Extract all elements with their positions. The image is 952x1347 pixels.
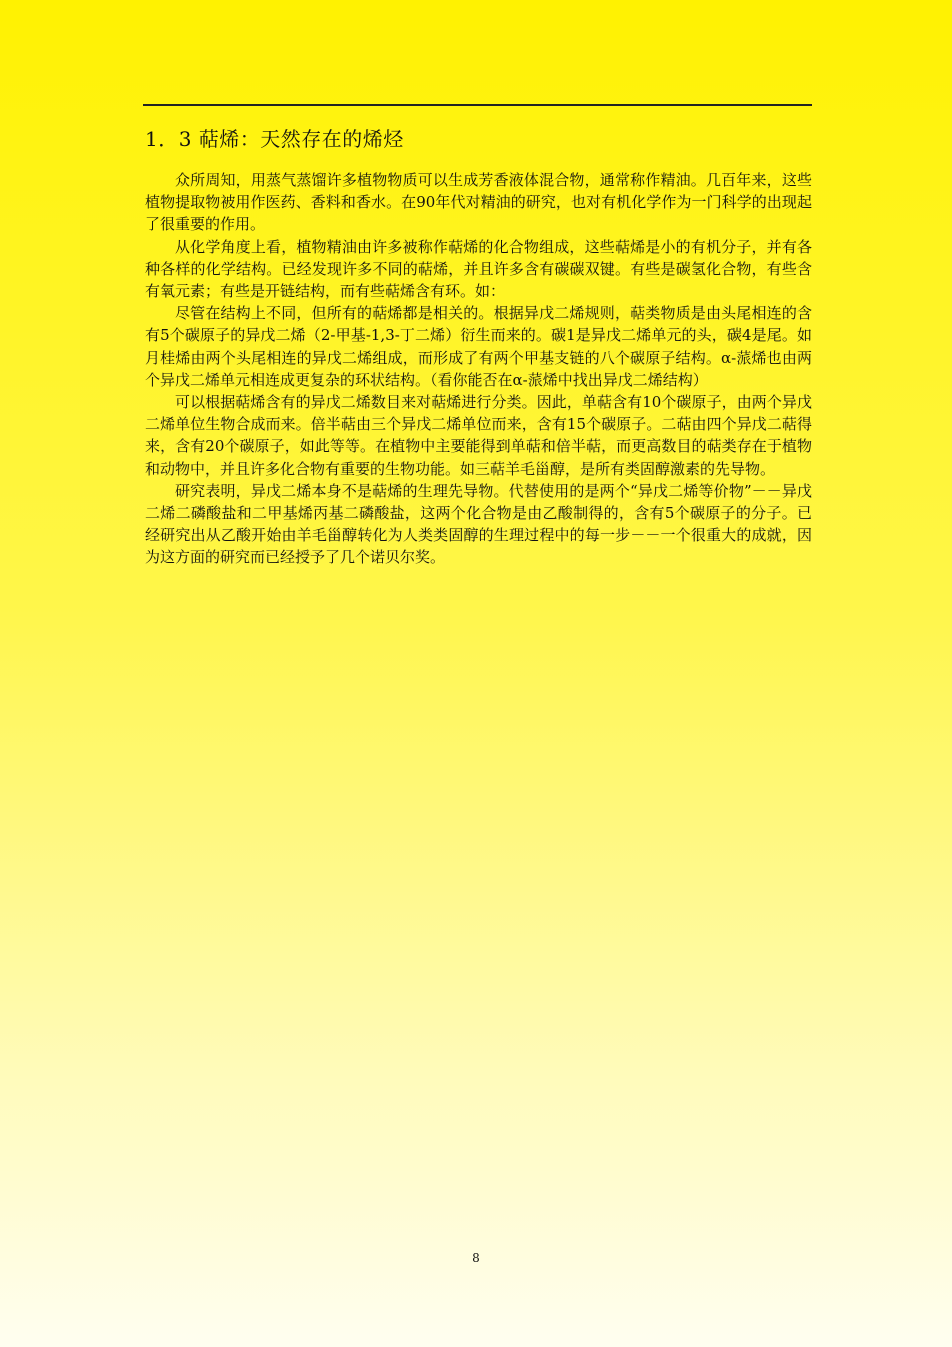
paragraph-terpene-composition: 从化学角度上看，植物精油由许多被称作萜烯的化合物组成，这些萜烯是小的有机分子，并有各种各样的化学结构。已经发现许多不同的萜烯，并且许多含有碳碳双键。有些是碳氢化合物，有些含有氧元素；有些是开链结构，而有些萜烯含有环。如： <box>145 237 812 301</box>
paragraph-essential-oils: 众所周知，用蒸气蒸馏许多植物物质可以生成芳香液体混合物，通常称作精油。几百年来，这些植物提取物被用作医药、香料和香水。在90年代对精油的研究，也对有机化学作为一门科学的出现起了很重要的作用。 <box>145 171 812 234</box>
paragraph-terpene-classification: 可以根据萜烯含有的异戊二烯数目来对萜烯进行分类。因此，单萜含有10个碳原子，由两个异戊二烯单位生物合成而来。倍半萜由三个异戊二烯单位而来，含有15个碳原子。二萜由四个异戊二萜得来，含有20个碳原子，如此等等。在植物中主要能得到单萜和倍半萜，而更高数目的萜类存在于植物和动物中，并且许多化合物有重要的生物功能。如三萜羊毛甾醇，是所有类固醇激素的先导物。 <box>145 393 812 478</box>
page-number: 8 <box>472 1251 480 1265</box>
paragraph-isoprene-rule: 尽管在结构上不同，但所有的萜烯都是相关的。根据异戊二烯规则，萜类物质是由头尾相连的含有5个碳原子的异戊二烯（2-甲基-1,3-丁二烯）衍生而来的。碳1是异戊二烯单元的头，碳4是尾。如月桂烯由两个头尾相连的异戊二烯组成，而形成了有两个甲基支链的八个碳原子结构。α-蒎烯也由两个异戊二烯单元相连成更复杂的环状结构。（看你能否在α-蒎烯中找出异戊二烯结构） <box>145 304 812 389</box>
body-text <box>145 169 812 569</box>
paragraph-biosynthesis: 研究表明，异戊二烯本身不是萜烯的生理先导物。代替使用的是两个“异戊二烯等价物”－－异戊二烯二磷酸盐和二甲基烯丙基二磷酸盐，这两个化合物是由乙酸制得的，含有5个碳原子的分子。已经研究出从乙酸开始由羊毛甾醇转化为人类类固醇的生理过程中的每一步－－一个很重大的成就，因为这方面的研究而已经授予了几个诺贝尔奖。 <box>145 481 812 567</box>
section-title: 1．3 萜烯：天然存在的烯烃 <box>145 127 404 151</box>
header-rule <box>143 104 812 106</box>
